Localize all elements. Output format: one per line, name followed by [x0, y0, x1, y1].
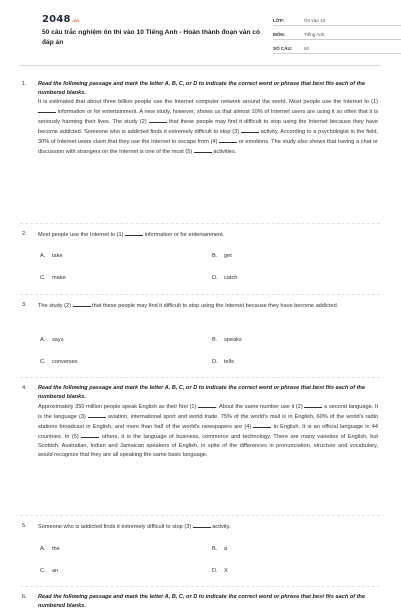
option-c[interactable]: C. converses [40, 359, 78, 365]
blank-line [193, 522, 211, 528]
header-divider [20, 65, 380, 66]
option-d[interactable]: D. X [212, 568, 228, 574]
question-divider [20, 294, 380, 295]
blank-line [198, 402, 216, 408]
question-stem: Most people use the Internet to (1) information or for entertainment. [38, 232, 225, 238]
option-a[interactable]: A. the [40, 546, 60, 552]
reading-passage: It is estimated that about three billion people use the Internet computer network around the world. Most people use the Internet to (1) information or for entertainment. A new study, however, shows us that almost 10% of Internet users are using it so often that it is seriously harming their lives. The study (2) that these people may find it difficult to stop using the Internet because they have become addicted. Someone who is addicted finds it extremely difficult to stop (3) activity. According to a psychologist in the field, 30% of Internet users claim that they use the Internet to escape from (4) or emotions. The study also shows that having a chat or discussion with strangers on the Internet is one of the most (5) activities. [38, 99, 379, 155]
question-number: 1. [22, 81, 27, 87]
question-instruction: Read the following passage and mark the letter A, B, C, or D to indicate the correct word or phrase that best fits each of the numbered blanks. [38, 594, 366, 609]
meta-label: MÔN: [273, 32, 286, 37]
question-1 [22, 80, 378, 157]
question-stem: Someone who is addicted finds it extremely difficult to stop (3) activity. [38, 524, 231, 530]
option-c[interactable]: C. an [40, 568, 59, 574]
meta-label: SỐ CÂU: [273, 46, 293, 51]
blank-line [88, 412, 106, 418]
blank-line [194, 147, 212, 153]
meta-row-count [273, 42, 401, 54]
option-a[interactable]: A. take [40, 253, 63, 259]
blank-line [219, 137, 237, 143]
question-3 [22, 301, 378, 311]
question-divider [20, 515, 380, 516]
option-b[interactable]: B. a [212, 546, 228, 552]
option-a[interactable]: A. says [40, 337, 64, 343]
document-title: 50 câu trắc nghiệm ôn thi vào 10 Tiếng Anh - Hoàn thành đoạn văn có đáp án [42, 29, 260, 46]
meta-row-class [273, 14, 401, 26]
blank-line [38, 107, 56, 113]
option-d[interactable]: D. tells [212, 359, 234, 365]
document-header [20, 0, 380, 62]
blank-line [125, 230, 143, 236]
option-b[interactable]: B. get [212, 253, 232, 259]
question-instruction: Read the following passage and mark the letter A, B, C, or D to indicate the correct word or phrase that best fits each of the numbered blanks. [38, 81, 366, 96]
question-number: 4. [22, 385, 27, 391]
question-4 [22, 384, 378, 460]
blank-line [241, 127, 259, 133]
question-6 [22, 593, 378, 611]
question-divider [20, 223, 380, 224]
blank-line [73, 301, 91, 307]
reading-passage: Approximately 350 million people speak English as their first (1) . About the same number use it (2) a second language. It is the language (3) aviation, international sport and world trade. 75% of the world's mail is in English, 60% of the world's radio stations broadcast in English, and more than half of the world's newspapers are (4) in English. It is an official language in 44 countries. In (5) others, it is the language of business, commerce and technology. There are many varieties of English, but Scottish, Australian, Indian and Jamaican speakers of English, in spite of the differences in pronunciation, structure and vocabulary, would recognize that they are all speaking the same basic language. [38, 404, 379, 458]
question-instruction: Read the following passage and mark the letter A, B, C, or D to indicate the correct word or phrase that best fits each of the numbered blanks. [38, 385, 366, 400]
question-number: 5. [22, 523, 27, 529]
option-c[interactable]: C. make [40, 275, 66, 281]
meta-label: LỚP: [273, 18, 285, 23]
meta-row-subject [273, 28, 401, 40]
option-b[interactable]: B. speaks [212, 337, 242, 343]
question-5 [22, 522, 378, 532]
question-number: 2. [22, 231, 27, 237]
meta-value: 50 [304, 46, 310, 51]
site-logo[interactable]: 2048.vn [42, 14, 80, 25]
question-number: 3. [22, 302, 27, 308]
question-divider [20, 377, 380, 378]
question-divider [20, 586, 380, 587]
blank-line [149, 117, 167, 123]
meta-value: Tiếng Anh [304, 32, 325, 37]
blank-line [81, 432, 99, 438]
question-number: 6. [22, 594, 27, 600]
question-stem: The study (2) that these people may find it difficult to stop using the Internet because they have become addicted. [38, 303, 339, 309]
blank-line [304, 402, 322, 408]
option-d[interactable]: D. catch [212, 275, 238, 281]
meta-value: Ôn vào 10 [304, 18, 326, 23]
blank-line [253, 422, 271, 428]
document-meta [273, 14, 401, 56]
question-2 [22, 230, 378, 240]
